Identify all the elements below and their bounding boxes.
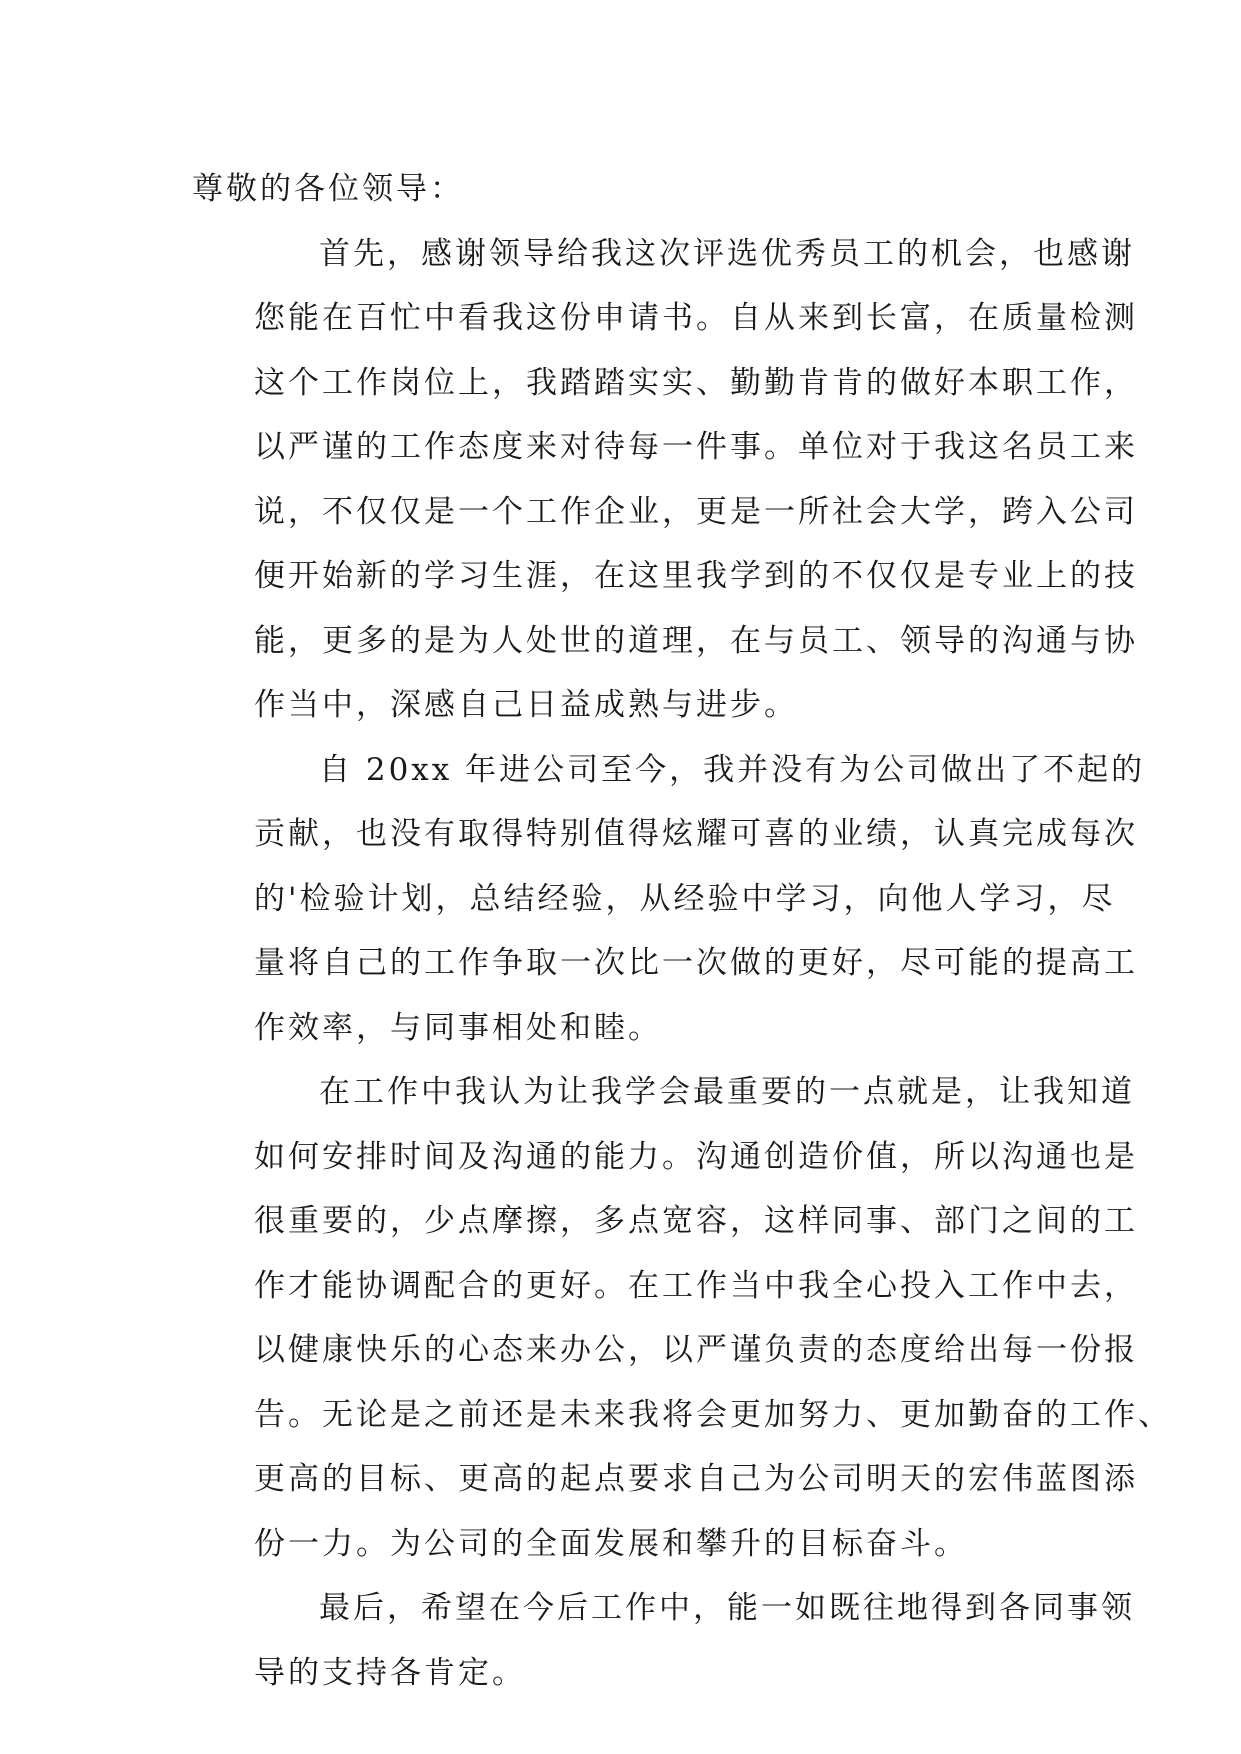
text-line: 导的支持各肯定。: [254, 1654, 526, 1691]
paragraph-closing: [192, 1576, 1135, 1705]
paragraph-lessons: [192, 1060, 1172, 1576]
text-line: 说，不仅仅是一个工作企业，更是一所社会大学，跨入公司: [254, 493, 1138, 530]
text-line: 以健康快乐的心态来办公，以严谨负责的态度给出每一份报: [254, 1332, 1138, 1368]
text-line: 以严谨的工作态度来对待每一件事。单位对于我这名员工来: [254, 429, 1138, 465]
salutation: 尊敬的各位领导：: [192, 171, 464, 207]
text-line: 作当中，深感自己日益成熟与进步。: [254, 687, 798, 723]
text-line: 的'检验计划，总结经验，从经验中学习，向他人学习，尽: [254, 880, 1116, 917]
text-line: 作才能协调配合的更好。在工作当中我全心投入工作中去，: [254, 1267, 1138, 1304]
text-line: 很重要的，少点摩擦，多点宽容，这样同事、部门之间的工: [254, 1203, 1138, 1239]
paragraph-achievements: [192, 738, 1146, 1061]
text-line: 告。无论是之前还是未来我将会更加努力、更加勤奋的工作、: [254, 1396, 1172, 1433]
text-line: 量将自己的工作争取一次比一次做的更好，尽可能的提高工: [254, 945, 1138, 981]
text-line: 便开始新的学习生涯，在这里我学到的不仅仅是专业上的技: [254, 558, 1138, 594]
text-line: 作效率，与同事相处和睦。: [254, 1009, 662, 1046]
text-line: 更高的目标、更高的起点要求自己为公司明天的宏伟蓝图添: [254, 1461, 1138, 1497]
text-line: 您能在百忙中看我这份申请书。自从来到长富，在质量检测: [254, 300, 1138, 336]
text-line: 首先，感谢领导给我这次评选优秀员工的机会，也感谢: [319, 235, 1135, 272]
text-line: 在工作中我认为让我学会最重要的一点就是，让我知道: [319, 1074, 1135, 1110]
text-line: 最后，希望在今后工作中，能一如既往地得到各同事领: [319, 1590, 1135, 1626]
text-line: 这个工作岗位上，我踏踏实实、勤勤肯肯的做好本职工作，: [254, 364, 1138, 401]
document-page: [192, 157, 1172, 1705]
text-line: 自 20xx 年进公司至今，我并没有为公司做出了不起的: [319, 751, 1146, 788]
text-line: 如何安排时间及沟通的能力。沟通创造价值，所以沟通也是: [254, 1138, 1138, 1175]
text-line: 贡献，也没有取得特别值得炫耀可喜的业绩，认真完成每次: [254, 816, 1138, 852]
text-line: 份一力。为公司的全面发展和攀升的目标奋斗。: [254, 1525, 968, 1562]
paragraph-thanks: [192, 222, 1138, 738]
text-line: 能，更多的是为人处世的道理，在与员工、领导的沟通与协: [254, 622, 1138, 659]
